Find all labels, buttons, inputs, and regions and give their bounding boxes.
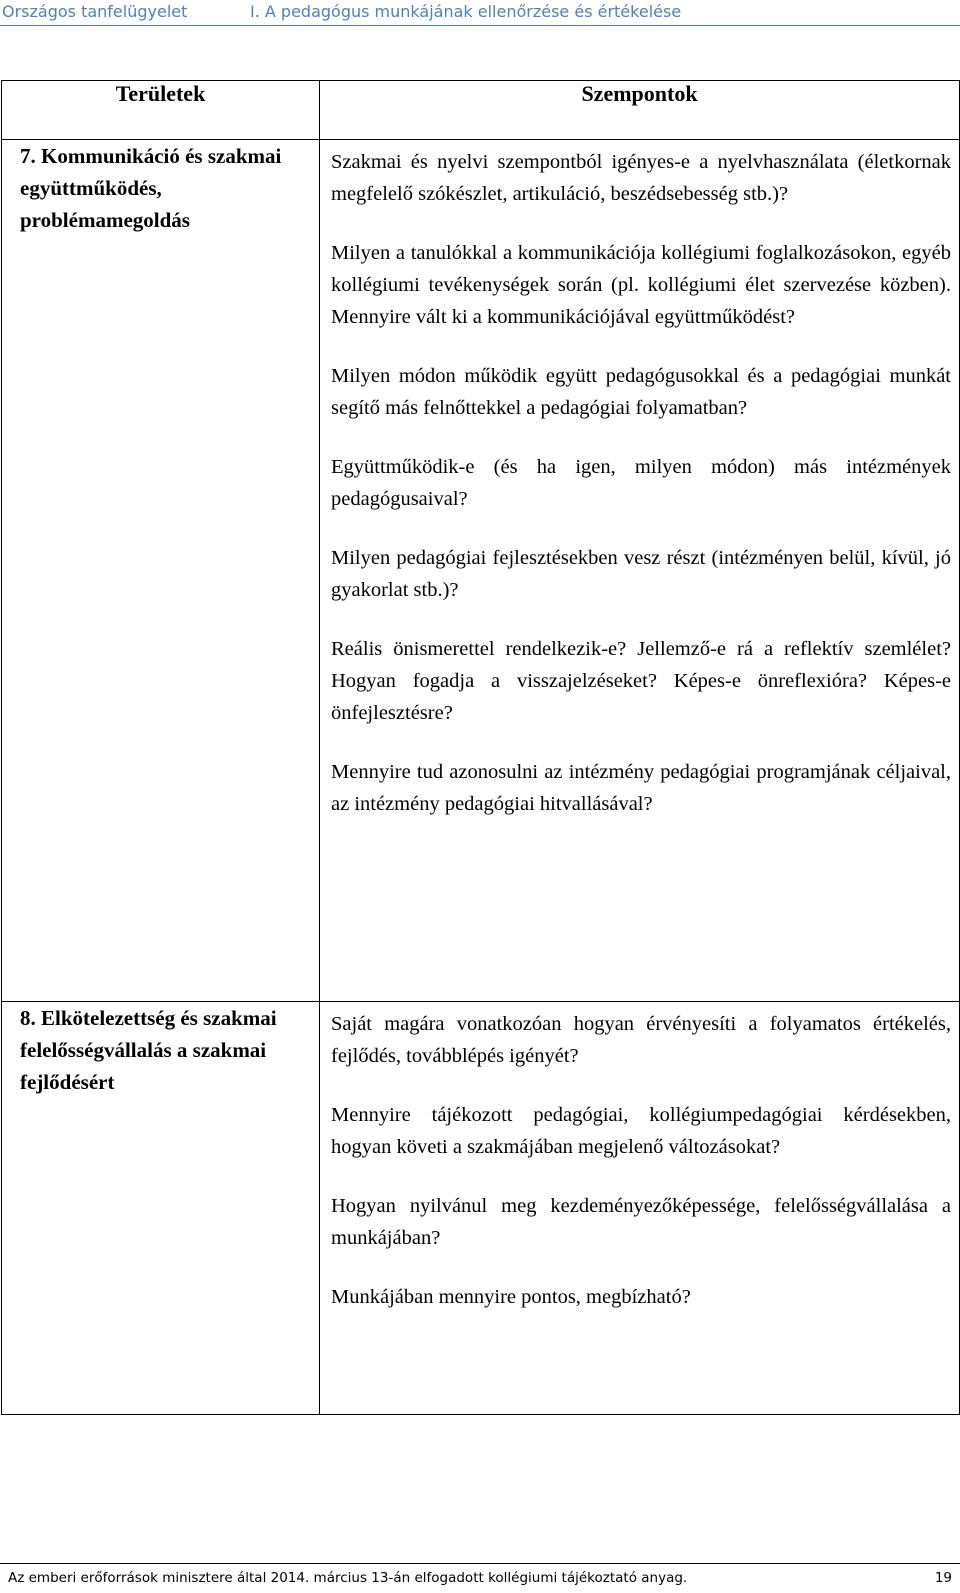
criterion-item: Mennyire tud azonosulni az intézmény pedagógiai programjának céljaival, az intézmény pedagógiai hitvallásával? bbox=[331, 761, 951, 815]
page-header bbox=[0, 0, 960, 26]
criterion-item: Együttműködik-e (és ha igen, milyen módon) más intézmények pedagógusaival? bbox=[331, 456, 951, 510]
header-left-title: Országos tanfelügyelet bbox=[2, 2, 188, 21]
criterion-item: Mennyire tájékozott pedagógiai, kollégiumpedagógiai kérdésekben, hogyan követi a szakmájában megjelenő változásokat? bbox=[331, 1104, 951, 1158]
table-row bbox=[2, 140, 960, 1002]
criteria-cell bbox=[320, 1002, 960, 1415]
criterion-item: Reális önismerettel rendelkezik-e? Jellemző-e rá a reflektív szemlélet? Hogyan fogadja a visszajelzéseket? Képes-e önreflexióra? Képes-e önfejlesztésre? bbox=[331, 638, 951, 724]
criteria-table bbox=[1, 80, 960, 1415]
area-label: 8. Elkötelezettség és szakmai felelősségvállalás a szakmai fejlődésért bbox=[20, 1006, 277, 1094]
criterion-item: Hogyan nyilvánul meg kezdeményezőképessége, felelősségvállalása a munkájában? bbox=[331, 1195, 951, 1249]
area-label: 7. Kommunikáció és szakmai együttműködés, problémamegoldás bbox=[20, 144, 282, 232]
criterion-item: Saját magára vonatkozóan hogyan érvényesíti a folyamatos értékelés, fejlődés, továbblépés igényét? bbox=[331, 1013, 951, 1067]
area-cell bbox=[2, 1002, 320, 1415]
criterion-item: Szakmai és nyelvi szempontból igényes-e a nyelvhasználata (életkornak megfelelő szókészlet, artikuláció, beszédsebesség stb.)? bbox=[331, 151, 951, 205]
table-row bbox=[2, 1002, 960, 1415]
criterion-item: Milyen módon működik együtt pedagógusokkal és a pedagógiai munkát segítő más felnőttekkel a pedagógiai folyamatban? bbox=[331, 365, 951, 419]
footer-text: Az emberi erőforrások minisztere által 2014. március 13-án elfogadott kollégiumi tájékoztató anyag. bbox=[8, 1570, 688, 1586]
criterion-item: Milyen a tanulókkal a kommunikációja kollégiumi foglalkozásokon, egyéb kollégiumi tevékenységek során (pl. kollégiumi élet szervezése közben). Mennyire vált ki a kommunikációjával együttműködést? bbox=[331, 242, 951, 328]
area-cell bbox=[2, 140, 320, 1002]
column-header-areas: Területek bbox=[2, 81, 320, 140]
criterion-item: Milyen pedagógiai fejlesztésekben vesz részt (intézményen belül, kívül, jó gyakorlat stb.)? bbox=[331, 547, 951, 601]
criterion-item: Munkájában mennyire pontos, megbízható? bbox=[331, 1286, 691, 1308]
page-number: 19 bbox=[934, 1570, 952, 1586]
table-header-row bbox=[2, 81, 960, 140]
criteria-cell bbox=[320, 140, 960, 1002]
page-footer bbox=[0, 1563, 960, 1593]
column-header-criteria: Szempontok bbox=[320, 81, 960, 140]
header-right-title: I. A pedagógus munkájának ellenőrzése és értékelése bbox=[250, 2, 682, 21]
